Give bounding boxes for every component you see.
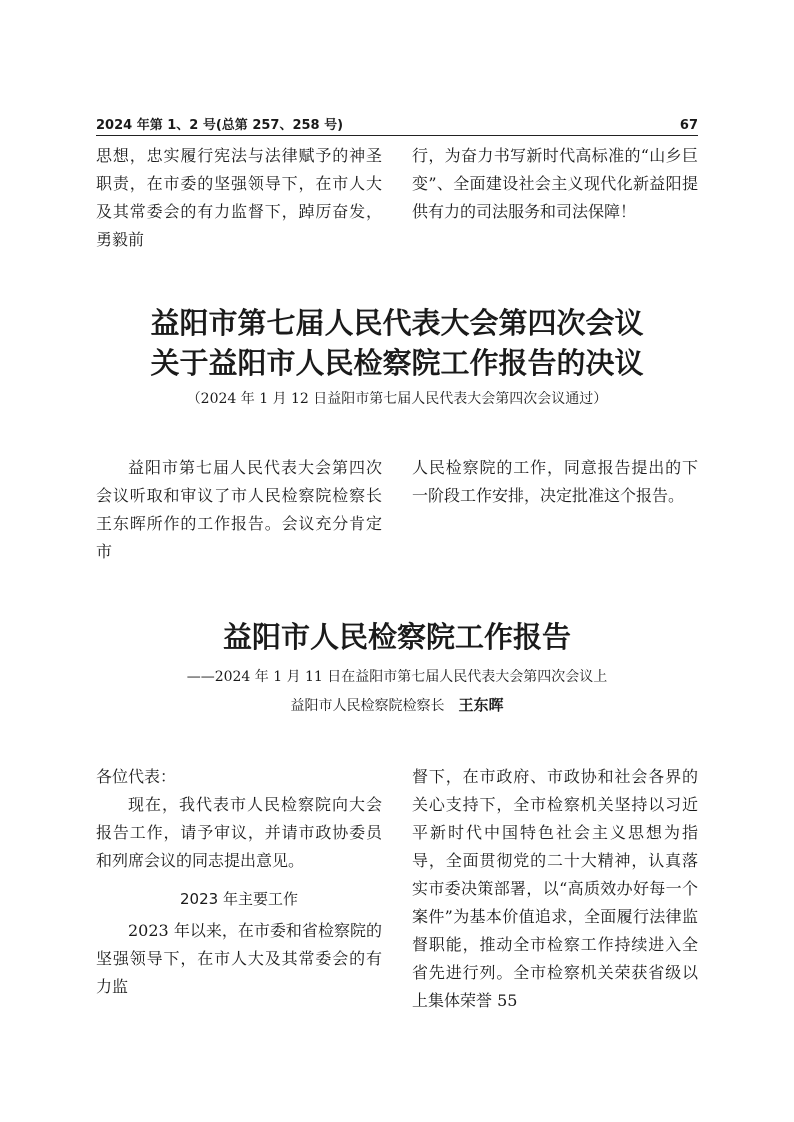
body-right-paragraph: 督下，在市政府、市政协和社会各界的关心支持下，全市检察机关坚持以习近平新时代中国特色社会主义思想为指导，全面贯彻党的二十大精神，认真落实市委决策部署，以“高质效办好每一个案件”为基本价值追求，全面履行法律监督职能，推动全市检察工作持续进入全省先进行列。全市检察机关荣获省级以上集体荣誉 55 <box>412 767 698 1010</box>
issue-info: 2024 年第 1、2 号(总第 257、258 号) <box>96 118 344 133</box>
author-role: 益阳市人民检察院检察长 <box>290 698 445 714</box>
greeting: 各位代表： <box>96 767 177 786</box>
resolution-passed-note: （2024 年 1 月 12 日益阳市第七届人民代表大会第四次会议通过） <box>186 391 608 407</box>
report-left-column <box>96 763 382 1001</box>
report-author-line <box>0 695 794 716</box>
resolution-left-column <box>96 454 382 566</box>
resolution-title-line2: 关于益阳市人民检察院工作报告的决议 <box>150 346 644 380</box>
page-number: 67 <box>679 118 698 133</box>
resolution-title-line1: 益阳市第七届人民代表大会第四次会议 <box>150 306 644 340</box>
continuation-right-text: 行，为奋力书写新时代高标准的“山乡巨变”、全面建设社会主义现代化新益阳提供有力的司法服务和司法保障！ <box>412 146 698 221</box>
resolution-right-column <box>412 454 698 510</box>
page-header <box>96 117 698 136</box>
resolution-left-text: 益阳市第七届人民代表大会第四次会议听取和审议了市人民检察院检察长王东晖所作的工作报告。会议充分肯定市 <box>96 458 382 561</box>
continuation-right-column <box>412 142 698 226</box>
report-title: 益阳市人民检察院工作报告 <box>222 620 571 654</box>
resolution-right-text: 人民检察院的工作，同意报告提出的下一阶段工作安排，决定批准这个报告。 <box>412 458 698 505</box>
report-right-column <box>412 763 698 1015</box>
author-name: 王东晖 <box>458 696 504 714</box>
report-occasion: ——2024 年 1 月 11 日在益阳市第七届人民代表大会第四次会议上 <box>186 669 608 685</box>
section-heading: 2023 年主要工作 <box>180 890 298 908</box>
body-left-paragraph: 2023 年以来，在市委和省检察院的坚强领导下，在市人大及其常委会的有力监 <box>96 921 382 996</box>
intro-paragraph: 现在，我代表市人民检察院向大会报告工作，请予审议，并请市政协委员和列席会议的同志提出意见。 <box>96 795 382 870</box>
continuation-left-text: 思想，忠实履行宪法与法律赋予的神圣职责，在市委的坚强领导下，在市人大及其常委会的有力监督下，踔厉奋发，勇毅前 <box>96 146 382 249</box>
continuation-left-column <box>96 142 382 254</box>
